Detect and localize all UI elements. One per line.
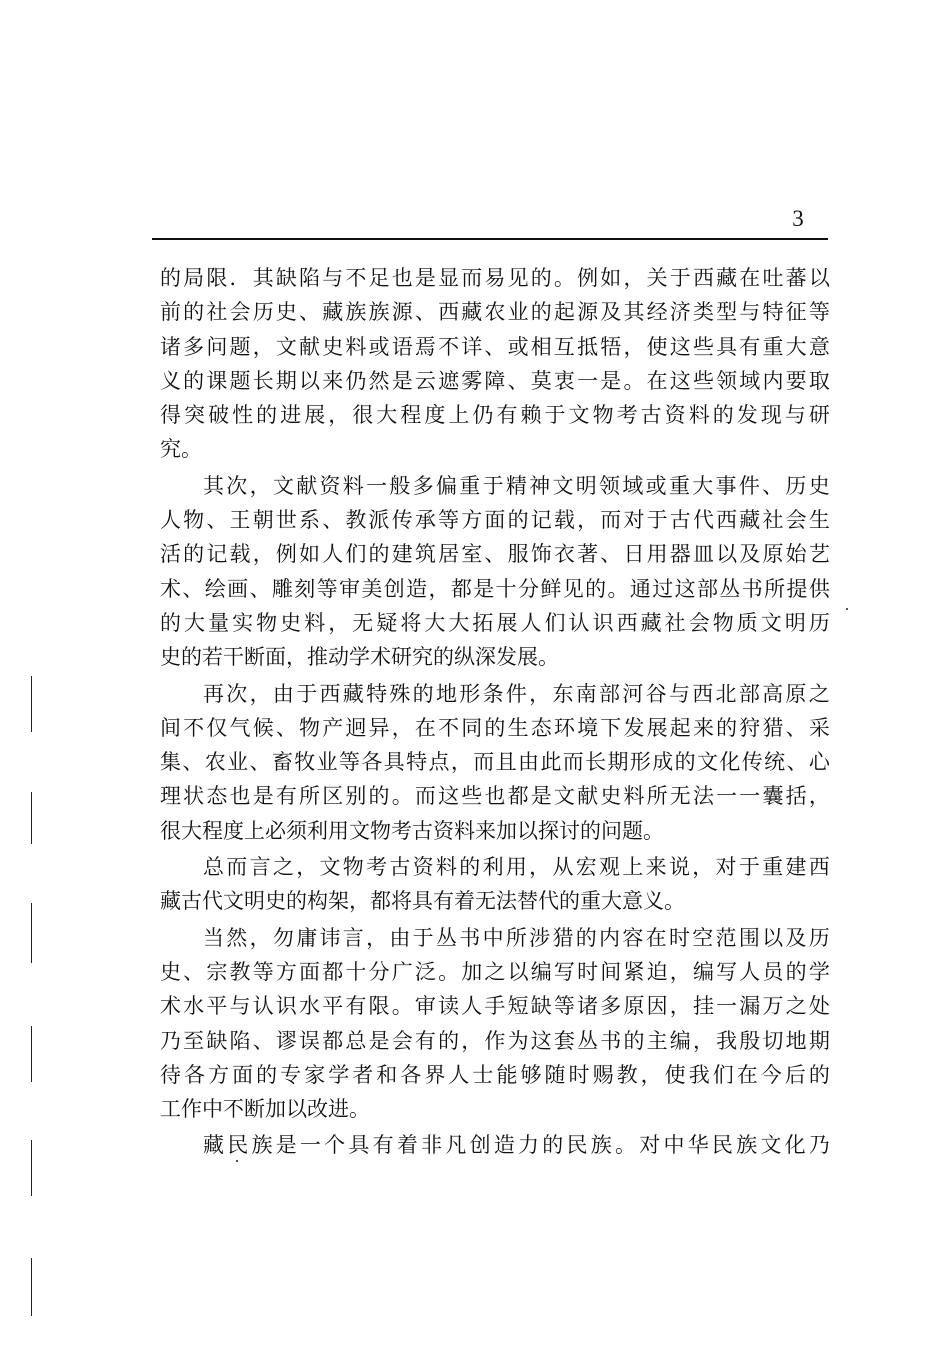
text-line: 人 物 、 王 朝 世 系 、 教 派 传 承 等 方 面 的 记 载 ， 而 对 于 古 代 西 藏 社 会 生 — [160, 508, 830, 533]
text-line: 理 状 态 也 是 有 所 区 别 的 。 而 这 些 也 都 是 文 献 史 料 所 无 法 一 一 囊 括 ， — [160, 784, 830, 809]
text-line: 得 突 破 性 的 进 展 ， 很 大 程 度 上 仍 有 赖 于 文 物 考 古 资 料 的 发 现 与 研 — [160, 403, 830, 428]
text-line: 义 的 课 题 长 期 以 来 仍 然 是 云 遮 雾 障 、 莫 衷 一 是 。 在 这 些 领 域 内 要 取 — [160, 368, 830, 393]
paragraph — [160, 850, 830, 919]
text-line: 史 、 宗 教 等 方 面 都 十 分 广 泛 。 加 之 以 编 写 时 间 紧 迫 ， 编 写 人 员 的 学 — [160, 959, 830, 984]
text-line: 的 大 量 实 物 史 料 ， 无 疑 将 大 大 拓 展 人 们 认 识 西 藏 社 会 物 质 文 明 历 — [160, 610, 830, 635]
text-line: 史 的 若 干 断 面 ， 推 动 学 术 研 究 的 纵 深 发 展 。 — [160, 645, 559, 670]
header-rule — [152, 238, 828, 240]
text-line: 其 次 ， 文 献 资 料 一 般 多 偏 重 于 精 神 文 明 领 域 或 重 大 事 件 、 历 史 — [203, 473, 830, 498]
margin-mark — [31, 1258, 32, 1316]
margin-mark — [31, 903, 32, 963]
text-line: 集 、 农 业 、 畜 牧 业 等 各 具 特 点 ， 而 且 由 此 而 长 期 形 成 的 文 化 传 统 、 心 — [160, 750, 830, 775]
margin-mark — [31, 676, 32, 732]
body-text — [160, 261, 830, 1165]
page-number: 3 — [792, 206, 804, 231]
scan-speck — [236, 1160, 238, 1162]
text-line: 术 水 平 与 认 识 水 平 有 限 。 审 读 人 手 短 缺 等 诸 多 原 因 ， 挂 一 漏 万 之 处 — [160, 994, 830, 1019]
text-line: 术 、 绘 画 、 雕 刻 等 审 美 创 造 ， 都 是 十 分 鲜 见 的 。 通 过 这 部 丛 书 所 提 供 — [160, 576, 830, 601]
text-line: 很 大 程 度 上 必 须 利 用 文 物 考 古 资 料 来 加 以 探 讨 的 问 题 。 — [160, 818, 664, 843]
paragraph — [160, 677, 830, 848]
paragraph — [160, 921, 830, 1127]
text-line: 前 的 社 会 历 史 、 藏 族 族 源 、 西 藏 农 业 的 起 源 及 其 经 济 类 型 与 特 征 等 — [160, 300, 830, 325]
paragraph — [160, 469, 830, 675]
text-line: 总 而 言 之 ， 文 物 考 古 资 料 的 利 用 ， 从 宏 观 上 来 说 ， 对 于 重 建 西 — [203, 855, 830, 880]
paragraph — [160, 1128, 830, 1162]
text-line: 诸 多 问 题 ， 文 献 史 料 或 语 焉 不 详 、 或 相 互 抵 牾 ， 使 这 些 具 有 重 大 意 — [160, 334, 830, 359]
margin-mark — [31, 1140, 32, 1196]
text-line: 活 的 记 载 ， 例 如 人 们 的 建 筑 居 室 、 服 饰 衣 著 、 日 用 器 皿 以 及 原 始 艺 — [160, 542, 830, 567]
text-line: 工 作 中 不 断 加 以 改 进 。 — [160, 1097, 370, 1122]
text-line: 待 各 方 面 的 专 家 学 者 和 各 界 人 士 能 够 随 时 赐 教 ， 使 我 们 在 今 后 的 — [160, 1062, 830, 1087]
text-line: 究 。 — [160, 437, 202, 462]
text-line: 再 次 ， 由 于 西 藏 特 殊 的 地 形 条 件 ， 东 南 部 河 谷 与 西 北 部 高 原 之 — [203, 681, 830, 706]
margin-mark — [31, 1026, 32, 1082]
text-line: 间 不 仅 气 候 、 物 产 迥 异 ， 在 不 同 的 生 态 环 境 下 发 展 起 来 的 狩 猎 、 采 — [160, 715, 830, 740]
text-line: 的 局 限 ． 其 缺 陷 与 不 足 也 是 显 而 易 见 的 。 例 如 ， 关 于 西 藏 在 吐 蕃 以 — [160, 266, 830, 290]
margin-mark — [31, 792, 32, 844]
scan-speck — [846, 608, 848, 610]
text-line: 藏 民 族 是 一 个 具 有 着 非 凡 创 造 力 的 民 族 。 对 中 华 民 族 文 化 乃 — [203, 1133, 830, 1158]
text-line: 当 然 ， 勿 庸 讳 言 ， 由 于 丛 书 中 所 涉 猎 的 内 容 在 时 空 范 围 以 及 历 — [203, 925, 830, 950]
paragraph — [160, 261, 830, 467]
text-line: 藏 古 代 文 明 史 的 构 架 ， 都 将 具 有 着 无 法 替 代 的 重 大 意 义 。 — [160, 889, 685, 914]
text-line: 乃 至 缺 陷 、 谬 误 都 总 是 会 有 的 ， 作 为 这 套 丛 书 的 主 编 ， 我 殷 切 地 期 — [160, 1028, 830, 1053]
